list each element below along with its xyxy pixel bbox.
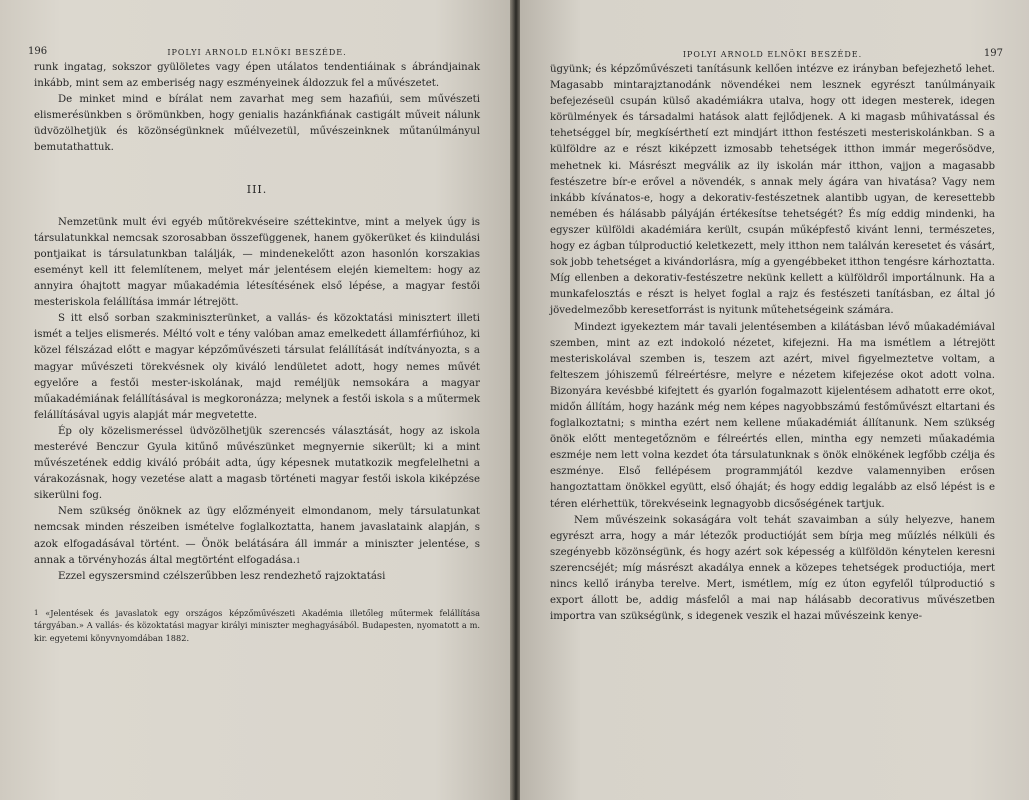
footnote-text: «Jelentések és javaslatok egy országos képzőművészeti Akadémia illetőleg műtermek felállítása tárgyában.» A vallás- és közoktatási magyar királyi miniszter meghagyásából. Budapesten, nyomatott a m. kir. egyetemi könyvnyomdában 1882. <box>34 607 481 643</box>
footnote-mark: 1 <box>34 608 39 617</box>
left-body-text <box>34 60 480 585</box>
footnote <box>34 607 480 645</box>
right-running-head <box>550 44 1003 62</box>
left-paragraph-7: Ezzel egyszersmind czélszerűbben lesz rendezhető rajzoktatási <box>58 570 386 582</box>
left-paragraph-6-text: Nem szükség önöknek az ügy előzményeit elmondanom, mely társulatunkat nemcsak minden részeiben ismételve foglalkoztatta, hanem javaslataink alapján, s azok elfogadásával történt. — Önök belátására áll immár a miniszter jelentése, s annak a törvényhozás által megtörtént elfogadása. <box>34 506 480 566</box>
left-paragraph-6 <box>34 504 480 568</box>
right-paragraph-3: Nem művészeink sokaságára volt tehát szavaimban a súly helyezve, hanem egyrészt arra, hogy a már létezők productióját sem bírja meg műízlés nélküli és szegényebb közönségünk, és hogy azért sok képesség a külföldön kénytelen keresni szerencséjét; míg másrészt akadálya ennek a közepes tehetségek productiója, mert nincs kellő irányba terelve. Mert, ismétlem, míg ez úton egyfelől túlproductió s export állott be, addig másfelől a mai nap hálásabb decorativus művészetben importra van szükségünk, s idegenek veszik el hazai művészeink kenye- <box>550 514 995 623</box>
left-page <box>0 0 512 800</box>
footnote-reference: 1 <box>296 556 301 565</box>
left-running-title: IPOLYI ARNOLD ELNÖKI BESZÉDE. <box>167 48 347 57</box>
left-paragraph-1: runk ingatag, sokszor gyülöletes vagy épen utálatos tendentiáinak s ábrándjainak inkább, mint sem az emberiség nagy eszményeinek áldozzuk fel a művészetet. <box>34 62 480 90</box>
right-page <box>520 0 1029 800</box>
right-paragraph-2: Mindezt igyekeztem már tavali jelentésemben a kilátásban lévő műakadémiával szemben, mint az ezt indokoló nézetet, kifejezni. Ha ma ismétlem a létrejött mesteriskolával szemben is, teszem azt azért, mivel figyelmeztetve voltam, a felteszem jóhiszemű félreértésre, melyre e nézetem kifejezése okot adott volna. Bizonyára kevésbbé kifejtett és gyarlón fogalmazott kijelentésem adhatott erre okot, midőn állítám, hogy hazánk még nem képes nagyobbszámú festőművészt eltartani és foglalkoztatni; s mintha ezért nem kellene műakadémiát állítanunk. Nem szükség önök előtt mentegetőznöm e félreértés ellen, mintha egy nemzeti műakadémia eszméje nem lett volna kezdet óta társulatunknak s önök elnökének legfőbb czélja és eszménye. Első fellépésem programmjától kezdve valamennyiben erősen hangoztattam önökkel együtt, első óhaját; és hogy eddig legalább az első lépést is e téren elérhettük, törekvéseink legnagyobb dicsőségének tartjuk. <box>550 321 995 510</box>
right-body-text <box>550 62 995 625</box>
left-paragraph-4: S itt első sorban szakminiszterünket, a vallás- és közoktatási minisztert illeti ismét a teljes elismerés. Méltó volt e tény valóban amaz emelkedett államférfiúhoz, ki közel félszázad előtt e magyar képzőművészeti társulat felállítását indítványozta, s a magyar művészeti törekvésnek oly kiváló lendületet adott, hogy nemes művét egyelőre a festői mester-iskolának, majd reméljük nemsokára a magyar műakadémiának felállításával is megkoronázza; melynek a festői iskola s a műtermek felállításával ugyis alapját már megvetette. <box>34 313 480 421</box>
left-page-number: 196 <box>28 46 48 57</box>
section-heading: III. <box>246 182 268 196</box>
left-paragraph-5: Ép oly közelismeréssel üdvözölhetjük szerencsés választását, hogy az iskola mesterévé Benczur Gyula kitűnő művészünket megnyernie sikerült; ki a mint művészetének eddig kiváló próbáit adta, úgy képesnek mutatkozik megfelelhetni a várakozásnak, hogy vezetése alatt a magasb történeti magyar festői iskola kiképzése sikerülni fog. <box>34 425 480 502</box>
right-running-title: IPOLYI ARNOLD ELNÖKI BESZÉDE. <box>682 50 863 59</box>
left-running-head <box>28 42 480 60</box>
right-page-number: 197 <box>983 48 1003 59</box>
left-paragraph-3: Nemzetünk mult évi egyéb műtörekvéseire széttekintve, mint a melyek úgy is társulatunkkal nemcsak szorosabban összefüggenek, hanem gyökerüket és kiindulási pontjaikat is társulatunkban találják, — mindenekelőtt azon hasonlón korszakias eseményt kell itt felemlítenem, melyet már jelentésem elején kiemeltem: hogy az annyira óhajtott magyar műakadémia létesítésének első lépése, a magyar festői mesteriskola felállítása immár létrejött. <box>34 216 480 309</box>
right-paragraph-1: ügyünk; és képzőművészeti tanításunk kellően intézve ez irányban befejezhető lehet. Magasabb mintarajztanodánk növendékei nem lesznek egyrészt tanúlmányaik befejezéseül csupán külső akadémiákra utalva, hogy ott idegen mesterek, idegen körülmények és társadalmi hatások alatt fejlődjenek. A ki magasb műhivatással és tehetséggel bír, megkísérthetí ezt mindjárt itthon festészeti mesteriskolánkban. S a külföldre az e részt kiképzett izmosabb tehetségek itthon immár megerősödve, mehetnek ki. Másrészt megválik az ily iskolán már itthon, vajjon a magasabb festészetre bír-e erővel a növendék, s annak mely ágára van hivatása? Vagy nem inkább kívánatos-e, hogy a dekorativ-festészetnek alantibb ugyan, de keresettebb nemében és hálásabb pályáján értékesítse tehetségét? És míg eddig mindenki, ha egyszer külföldi akadémiára került, csupán műképfestő kivánt lenni, természetes, hogy ez ágban túlproductió keletkezett, mely itthon nem találván keresetet és vásárt, sok jobb tehetséget a kivándorlásra, míg a gyengébbeket itthon tengésre kárhoztatta. Míg ellenben a dekorativ-festészetre nekünk kellett a külföldről importálnunk. Ha a munkafelosztás e részt is helyet foglal a rajz és festészeti tanításban, ez által jó jövedelmezőbb keresetforrást is nyitunk műtehetségeink számára. <box>550 64 995 317</box>
left-paragraph-2: De minket mind e bírálat nem zavarhat meg sem hazafiúi, sem művészeti elismerésünkben s örömünkben, hogy genialis hazánkfiának castigált műveit nálunk üdvözölhetjük és közönségünknek műélvezetül, művészeinknek műtanúlmányul bemutathattuk. <box>34 94 480 154</box>
